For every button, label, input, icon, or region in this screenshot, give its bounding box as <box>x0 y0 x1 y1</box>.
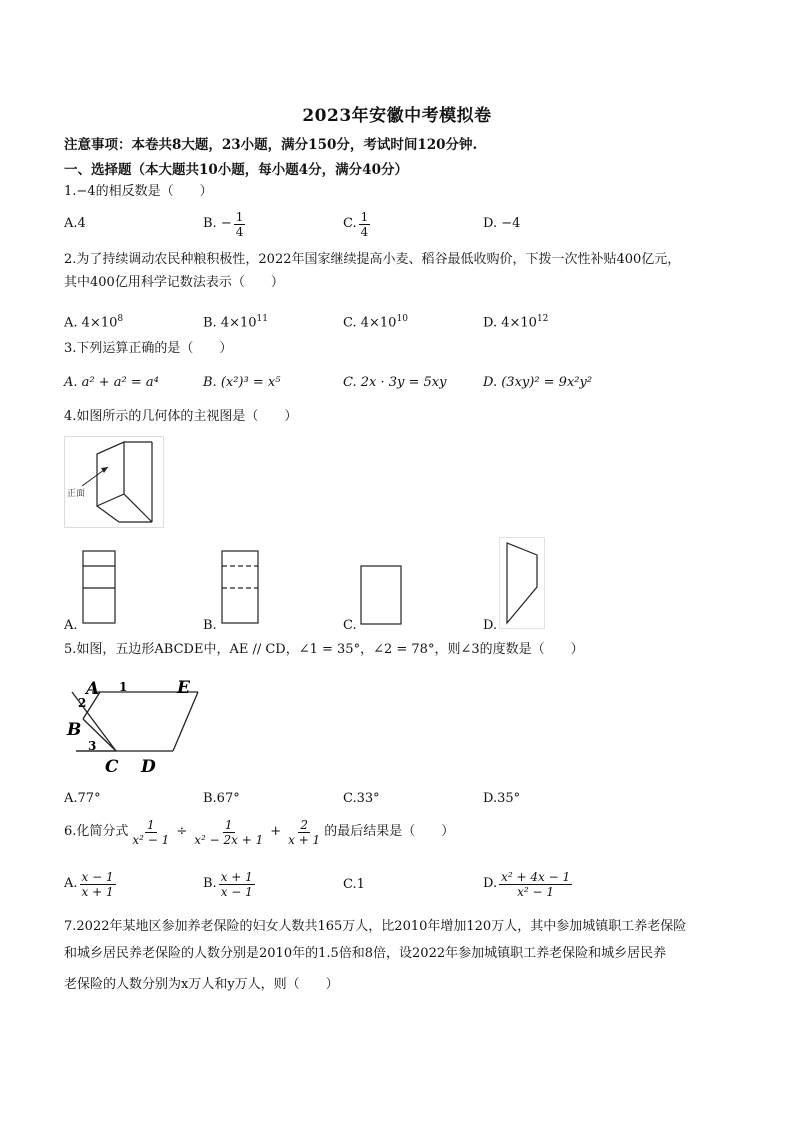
q1-stem: 1.−4的相反数是（ ） <box>64 184 213 199</box>
q5-label-2: 2 <box>78 696 87 710</box>
q5-pentagon-figure <box>64 673 214 779</box>
q6-b-den: x − 1 <box>220 884 253 899</box>
q5-stem: 5.如图，五边形ABCDE中，AE // CD，∠1 = 35°，∠2 = 78°，则∠3的度数是（ ） <box>64 642 584 657</box>
q6-b-fraction <box>219 870 255 899</box>
q6-option-a <box>64 864 118 904</box>
q6-f2-den: x² − 2x + 1 <box>194 832 264 847</box>
q4-option-c-figure <box>360 565 402 625</box>
q1-c-fraction <box>359 210 371 239</box>
section-heading: 一、选择题（本大题共10小题，每小题4分，满分40分） <box>64 162 408 178</box>
q3-option-c: C. 2x · 3y = 5xy <box>343 375 447 390</box>
q6-f3-num: 2 <box>300 817 308 832</box>
q7-line2: 和城乡居民养老保险的人数分别是2010年的1.5倍和8倍，设2022年参加城镇职工养老保险和城乡居民养 <box>64 946 667 961</box>
q5-option-a: A.77° <box>64 791 101 806</box>
q5-label-e: E <box>177 678 190 698</box>
q6-a-den: x + 1 <box>81 884 114 899</box>
q5-label-3: 3 <box>88 739 97 753</box>
q2-d-base: D. 4×10 <box>483 315 537 331</box>
q2-b-exp: 11 <box>256 314 268 324</box>
q6-b-prefix: B. <box>203 876 217 891</box>
q4-solid-figure <box>64 436 164 528</box>
q6-d-prefix: D. <box>483 876 498 891</box>
q6-a-fraction <box>80 870 116 899</box>
q6-fraction-2 <box>192 818 265 847</box>
q2-d-exp: 12 <box>536 314 549 324</box>
q1-b-fraction <box>234 210 246 239</box>
q6-a-prefix: A. <box>64 876 78 891</box>
q5-label-1: 1 <box>119 680 128 694</box>
q4-option-a-figure <box>82 550 116 625</box>
q6-stem <box>64 812 454 852</box>
q1-option-b <box>203 204 247 244</box>
q7-line3: 老保险的人数分别为x万人和y万人，则（ ） <box>64 977 339 992</box>
q3-option-d: D. (3xy)² = 9x²y² <box>483 375 593 390</box>
q2-c-exp: 10 <box>396 314 408 324</box>
q5-label-c: C <box>105 757 119 777</box>
q3-option-a: A. a² + a² = a⁴ <box>64 375 159 390</box>
q6-d-den: x² − 1 <box>517 884 555 899</box>
q2-line1: 2.为了持续调动农民种粮积极性，2022年国家继续提高小麦、稻谷最低收购价，下拨一次性补贴400亿元， <box>64 252 681 267</box>
q6-f2-num: 1 <box>224 817 233 832</box>
q1-b-prefix: B. − <box>203 216 232 231</box>
q2-line2: 其中400亿用科学记数法表示（ ） <box>64 275 284 290</box>
q2-b-base: B. 4×10 <box>203 315 257 331</box>
q1-b-num: 1 <box>235 209 244 224</box>
q2-c-base: C. 4×10 <box>343 315 397 331</box>
q6-fraction-1 <box>130 818 171 847</box>
q5-label-a: A <box>86 679 100 699</box>
q6-suffix: 的最后结果是（ ） <box>324 824 455 839</box>
q6-d-fraction <box>499 870 572 899</box>
q1-c-den: 4 <box>360 224 369 239</box>
q6-option-b <box>203 864 257 904</box>
q6-a-num: x − 1 <box>81 869 114 884</box>
q1-c-prefix: C. <box>343 216 357 231</box>
q2-option-b <box>203 310 268 332</box>
q4-stem: 4.如图所示的几何体的主视图是（ ） <box>64 409 298 424</box>
q5-label-d: D <box>141 757 156 777</box>
q1-option-a: A.4 <box>64 216 86 231</box>
q2-option-d <box>483 310 548 332</box>
q6-option-d <box>483 864 574 904</box>
q7-line1: 7.2022年某地区参加养老保险的妇女人数共165万人，比2010年增加120万人，其中参加城镇职工养老保险 <box>64 919 687 934</box>
q6-option-c: C.1 <box>343 877 365 892</box>
q5-label-b: B <box>67 720 82 740</box>
q2-a-base: A. 4×10 <box>64 315 118 331</box>
q6-d-num: x² + 4x − 1 <box>501 869 571 884</box>
q2-option-a <box>64 310 123 332</box>
q6-f1-num: 1 <box>147 817 155 832</box>
q6-b-num: x + 1 <box>220 869 253 884</box>
q6-f1-den: x² − 1 <box>132 832 170 847</box>
q4-option-b-figure <box>221 550 259 625</box>
q3-stem: 3.下列运算正确的是（ ） <box>64 341 233 356</box>
q3-option-b: B. (x²)³ = x⁵ <box>203 375 281 390</box>
q5-option-c: C.33° <box>343 791 380 806</box>
q1-b-den: 4 <box>235 224 244 239</box>
q5-option-d: D.35° <box>483 791 521 806</box>
q4-option-c: C. <box>343 618 357 633</box>
q1-option-c <box>343 204 372 244</box>
q6-op-plus: + <box>270 824 282 839</box>
q2-option-c <box>343 310 408 332</box>
q5-option-b: B.67° <box>203 791 240 806</box>
q4-option-d-figure <box>499 537 545 629</box>
q6-f3-den: x + 1 <box>288 832 321 847</box>
q4-option-a: A. <box>64 618 78 633</box>
q6-prefix: 6.化简分式 <box>64 824 129 839</box>
q1-option-d: D. −4 <box>483 216 521 231</box>
exam-notice: 注意事项：本卷共8大题，23小题，满分150分，考试时间120分钟. <box>64 137 478 153</box>
q2-a-exp: 8 <box>117 314 124 324</box>
q6-op-divide: ÷ <box>176 824 188 839</box>
q1-c-num: 1 <box>360 209 369 224</box>
q6-fraction-3 <box>286 818 322 847</box>
q4-option-b: B. <box>203 618 217 633</box>
q4-option-d: D. <box>483 618 498 633</box>
page-title: 2023年安徽中考模拟卷 <box>302 106 492 126</box>
q4-front-label: 正面 <box>67 489 86 499</box>
